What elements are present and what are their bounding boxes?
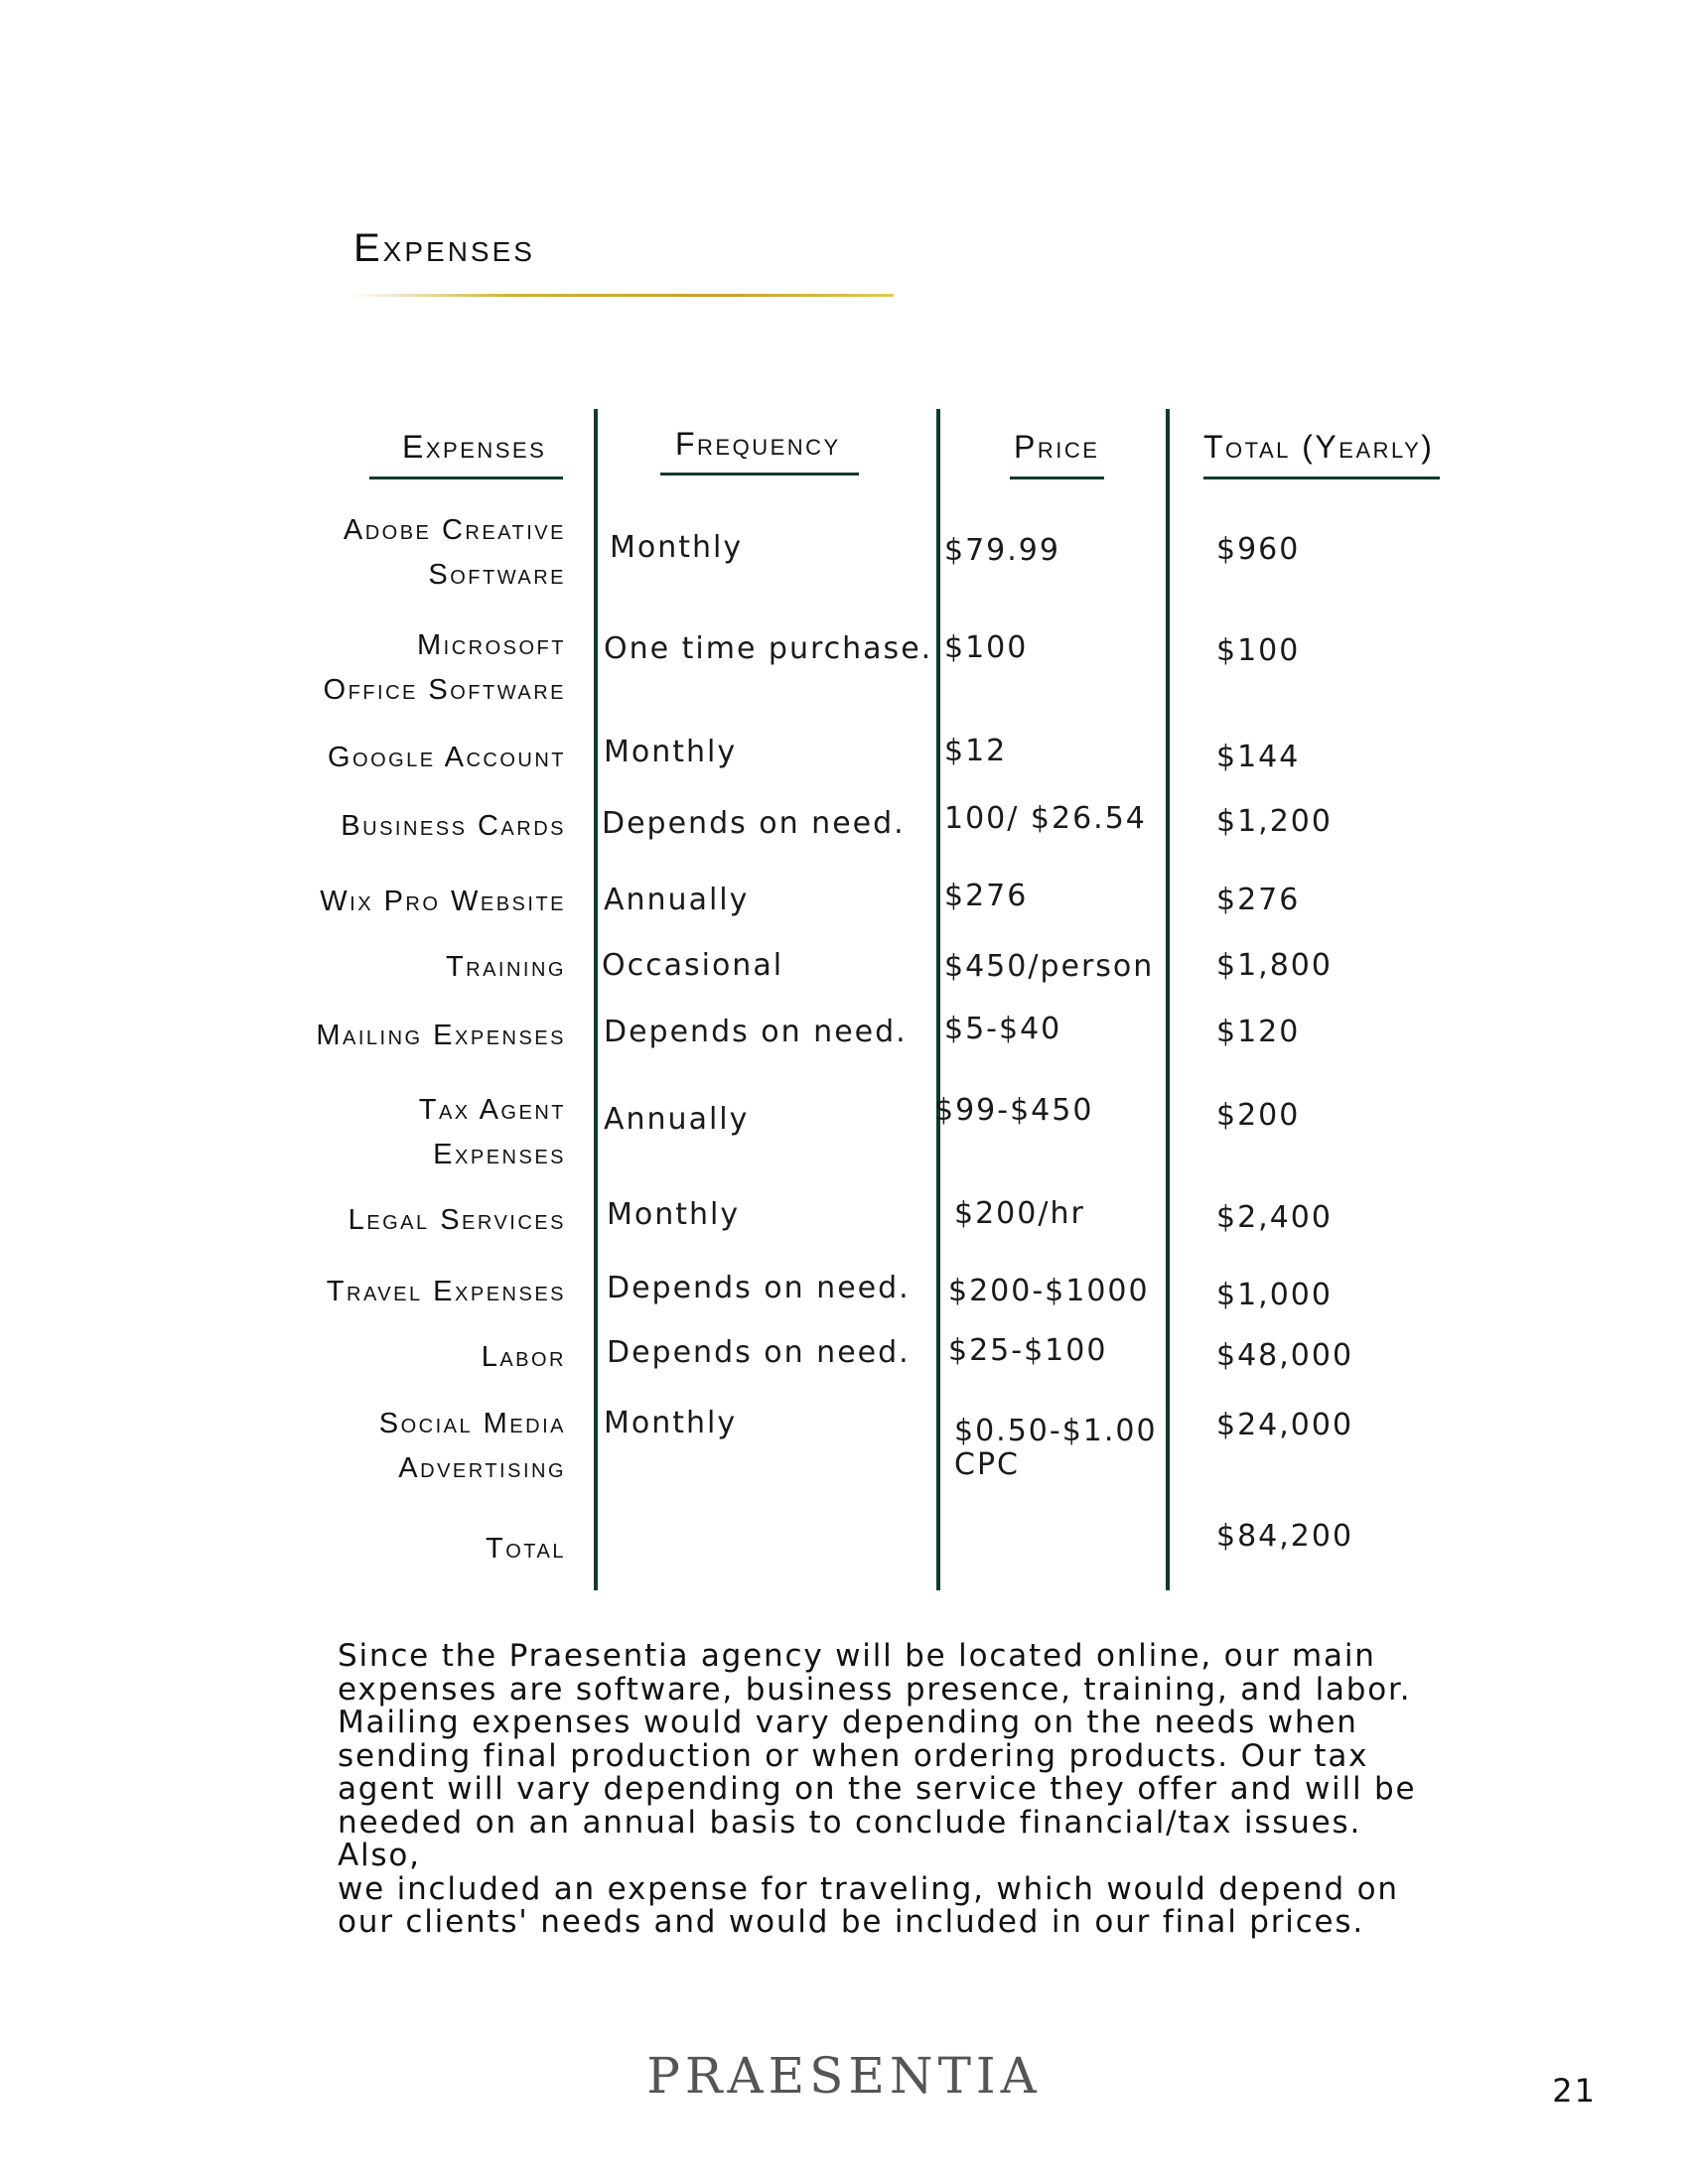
row-price-line: $200-$1000 (948, 1274, 1150, 1308)
row-label-line: Labor (481, 1341, 566, 1373)
paragraph-line: Mailing expenses would vary depending on the needs when (338, 1705, 1358, 1740)
row-price-line: $276 (944, 879, 1029, 913)
paragraph-line: we included an expense for traveling, which would depend on (338, 1870, 1399, 1907)
row-total: $1,800 (1216, 948, 1333, 983)
row-price-line: $79.99 (944, 533, 1060, 568)
row-frequency: Monthly (604, 735, 738, 769)
row-frequency: Occasional (602, 948, 784, 983)
row-frequency: Depends on need. (607, 1335, 911, 1370)
header-frequency: Frequency (675, 426, 841, 462)
row-price-line: $5-$40 (944, 1012, 1062, 1046)
row-price (948, 1334, 1107, 1368)
header-price: Price (1014, 429, 1100, 465)
row-label-line: Social Media (378, 1408, 566, 1439)
row-price-line: $25-$100 (948, 1333, 1108, 1368)
header-frequency-underline (660, 473, 859, 476)
row-label-line: Travel Expenses (326, 1276, 566, 1307)
row-frequency: Depends on need. (602, 806, 906, 841)
row-label-line: Microsoft (417, 629, 566, 661)
row-price (954, 1197, 1085, 1231)
page-number: 21 (1552, 2072, 1597, 2110)
row-price (944, 950, 1154, 984)
row-label-line: Tax Agent (418, 1094, 566, 1126)
header-price-underline (1010, 477, 1104, 479)
row-total: $1,000 (1216, 1278, 1333, 1312)
row-label (327, 1270, 566, 1314)
row-frequency: Monthly (604, 1406, 738, 1440)
row-label (344, 508, 566, 598)
row-frequency: Annually (604, 1102, 750, 1137)
row-price-line: 100/ $26.54 (944, 801, 1147, 836)
paragraph-line: expenses are software, business presence, training, and labor. (338, 1671, 1412, 1707)
paragraph-line: agent will vary depending on the service they offer and will be (338, 1771, 1417, 1807)
row-total: $144 (1216, 740, 1301, 774)
row-frequency: One time purchase. (604, 631, 933, 666)
row-price-line: $12 (944, 734, 1008, 768)
row-total: $1,200 (1216, 804, 1333, 839)
row-frequency: Annually (604, 883, 750, 917)
header-expenses: Expenses (402, 429, 547, 465)
row-label (341, 804, 566, 849)
row-price (944, 631, 1028, 665)
row-label (482, 1335, 566, 1380)
row-label-line: Legal Services (348, 1204, 566, 1236)
paragraph-line: needed on an annual basis to conclude financial/tax issues. Also, (338, 1804, 1362, 1873)
row-label (328, 736, 566, 780)
row-label-line: Advertising (398, 1452, 566, 1484)
column-divider-1 (594, 409, 598, 1590)
row-price (944, 1013, 1061, 1046)
row-total: $120 (1216, 1015, 1301, 1049)
row-price-line: $100 (944, 630, 1029, 665)
row-price-line: $99-$450 (934, 1093, 1094, 1128)
row-label (324, 623, 566, 713)
row-price (944, 880, 1028, 913)
row-label-line: Business Cards (341, 810, 566, 842)
row-total: $960 (1216, 532, 1301, 567)
row-price-line: $0.50-$1.00 (954, 1414, 1158, 1448)
column-divider-2 (936, 409, 940, 1590)
row-label-line: Training (445, 951, 566, 983)
row-price (934, 1094, 1093, 1128)
table-total-value: $84,200 (1216, 1519, 1354, 1554)
row-label-line: Software (428, 559, 566, 591)
row-label (316, 1014, 566, 1058)
row-total: $48,000 (1216, 1338, 1354, 1373)
row-price-line: CPC (954, 1447, 1020, 1482)
row-frequency: Monthly (607, 1197, 741, 1232)
header-total-underline (1203, 477, 1440, 479)
column-divider-3 (1166, 409, 1170, 1590)
row-price-line: $450/person (944, 949, 1155, 984)
row-label (349, 1198, 566, 1243)
row-label-line: Wix Pro Website (320, 886, 566, 917)
row-price (944, 735, 1007, 768)
row-label (320, 880, 566, 924)
row-label (419, 1088, 566, 1177)
row-total: $24,000 (1216, 1408, 1354, 1442)
row-label-line: Adobe Creative (343, 514, 566, 546)
brand-wordmark: PRAESENTIA (646, 2047, 1042, 2105)
row-frequency: Monthly (610, 530, 744, 565)
table-total-label: Total (486, 1533, 566, 1565)
row-price (944, 534, 1060, 568)
row-label-line: Office Software (323, 674, 566, 706)
row-label (446, 945, 566, 990)
paragraph-line: our clients' needs and would be included in our final prices. (338, 1904, 1365, 1940)
row-label-line: Google Account (327, 742, 566, 773)
gold-divider (348, 294, 894, 297)
description-paragraph (338, 1640, 1430, 1940)
row-frequency: Depends on need. (604, 1015, 908, 1049)
row-price-line: $200/hr (954, 1196, 1085, 1231)
row-label (379, 1402, 566, 1491)
row-total: $200 (1216, 1098, 1301, 1133)
row-price (944, 802, 1147, 836)
section-title: Expenses (353, 226, 535, 270)
row-price (948, 1275, 1150, 1308)
paragraph-line: Since the Praesentia agency will be located online, our main (338, 1638, 1376, 1674)
row-total: $276 (1216, 883, 1301, 917)
row-label-line: Mailing Expenses (316, 1020, 566, 1051)
row-total: $2,400 (1216, 1200, 1333, 1235)
header-total: Total (Yearly) (1203, 429, 1435, 465)
row-total: $100 (1216, 633, 1301, 668)
paragraph-line: sending final production or when ordering products. Our tax (338, 1737, 1369, 1774)
row-frequency: Depends on need. (607, 1271, 911, 1305)
row-label-line: Expenses (433, 1139, 566, 1170)
header-expenses-underline (369, 477, 563, 479)
row-price (954, 1415, 1158, 1482)
